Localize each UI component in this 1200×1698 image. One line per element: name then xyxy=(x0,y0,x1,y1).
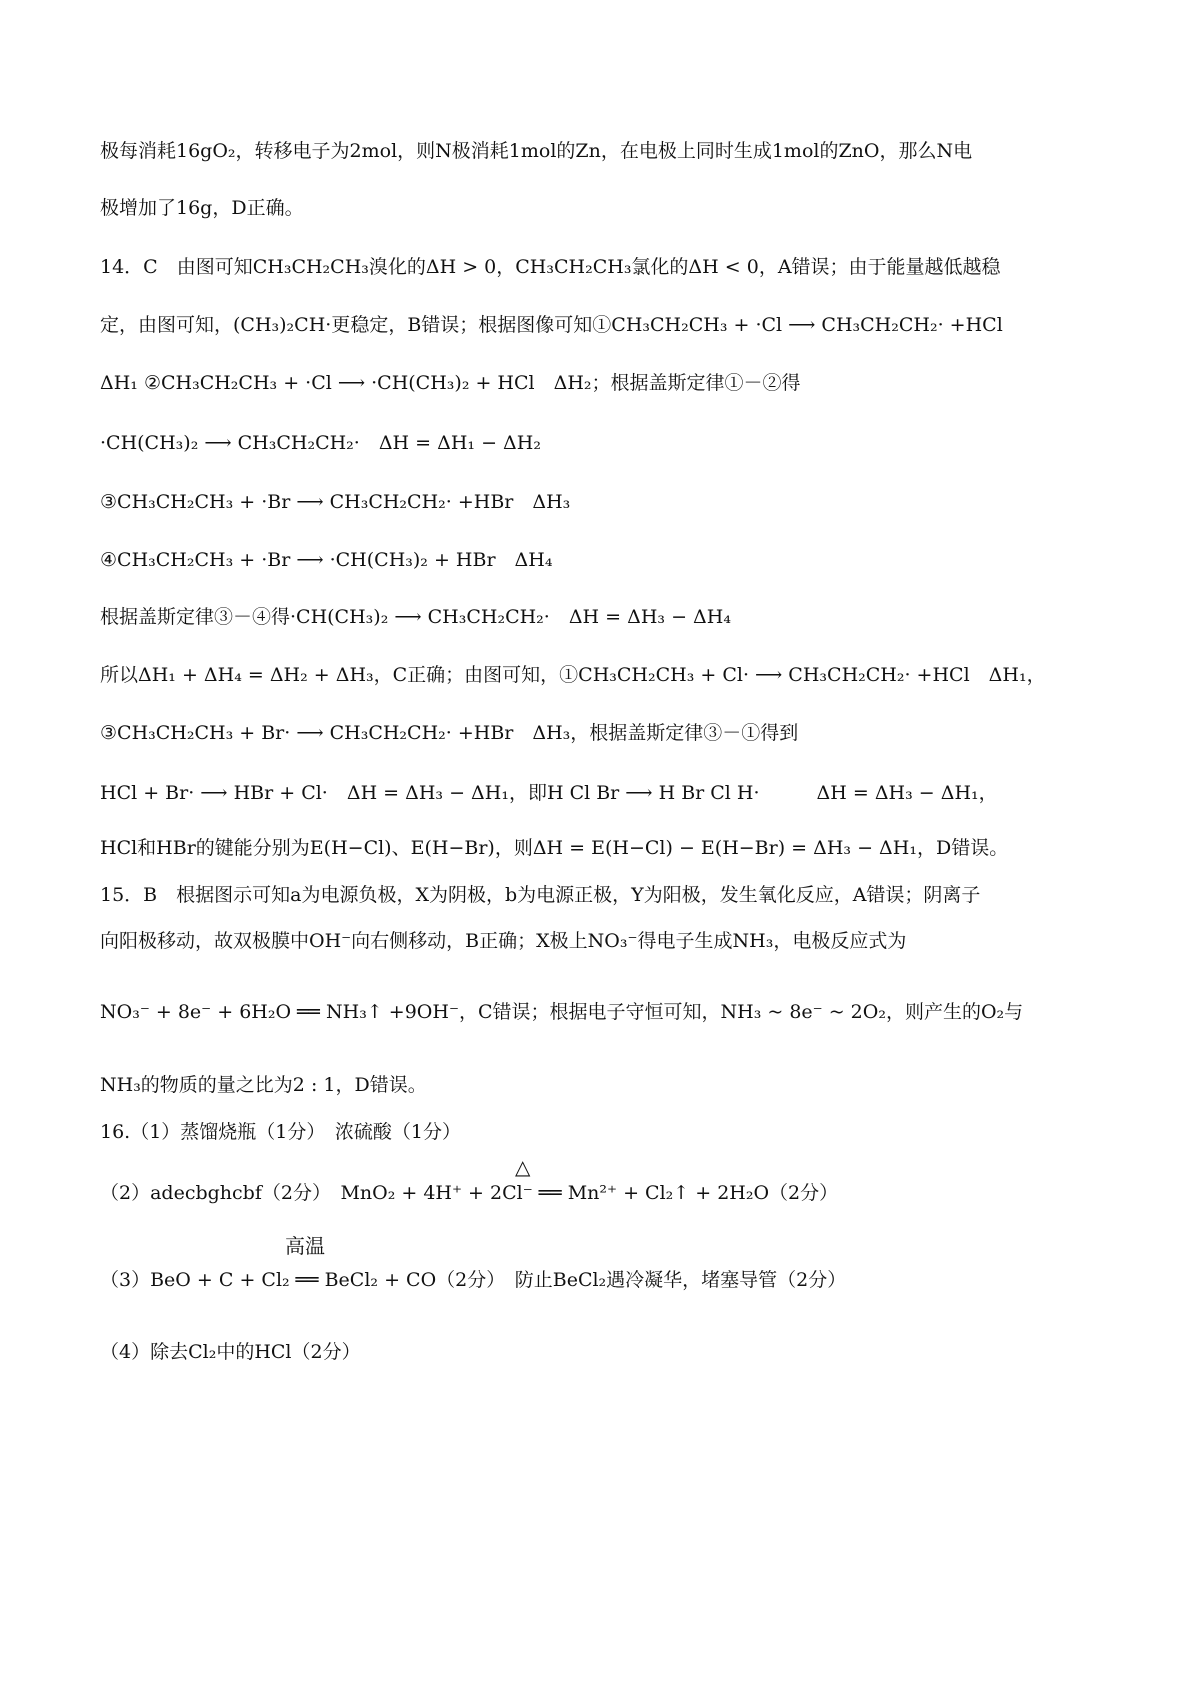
question-14-line-7: 根据盖斯定律③－④得·CH(CH₃)₂ ⟶ CH₃CH₂CH₂· ΔH = ΔH₃ − ΔH₄ xyxy=(100,606,731,628)
question-14-line-10: HCl + Br· ⟶ HBr + Cl· ΔH = ΔH₃ − ΔH₁，即H Cl Br ⟶ H Br Cl H· ΔH = ΔH₃ − ΔH₁， xyxy=(100,782,998,804)
question-14-line-4: ·CH(CH₃)₂ ⟶ CH₃CH₂CH₂· ΔH = ΔH₁ − ΔH₂ xyxy=(100,432,541,454)
question-16-line-1: 16.（1）蒸馏烧瓶（1分） 浓硫酸（1分） xyxy=(100,1121,461,1143)
text-line-1: 极每消耗16gO₂，转移电子为2mol，则N极消耗1mol的Zn，在电极上同时生成1mol的ZnO，那么N电 xyxy=(100,140,973,162)
question-14-line-6: ④CH₃CH₂CH₃ + ·Br ⟶ ·CH(CH₃)₂ + HBr ΔH₄ xyxy=(100,549,553,571)
question-14-line-1: 14．C 由图可知CH₃CH₂CH₃溴化的ΔH > 0，CH₃CH₂CH₃氯化的ΔH < 0，A错误；由于能量越低越稳 xyxy=(100,256,1001,278)
high-temperature-condition: 高温 xyxy=(285,1234,325,1258)
question-16-line-3: （3）BeO + C + Cl₂ ══ BeCl₂ + CO（2分） 防止BeCl₂遇冷凝华，堵塞导管（2分） 高温 xyxy=(100,1265,1120,1295)
question-14-line-3: ΔH₁ ②CH₃CH₂CH₃ + ·Cl ⟶ ·CH(CH₃)₂ + HCl ΔH₂；根据盖斯定律①－②得 xyxy=(100,372,801,394)
question-14-line-8: 所以ΔH₁ + ΔH₄ = ΔH₂ + ΔH₃，C正确；由图可知，①CH₃CH₂CH₃ + Cl· ⟶ CH₃CH₂CH₂· +HCl ΔH₁， xyxy=(100,664,1046,686)
question-14-line-11: HCl和HBr的键能分别为E(H−Cl)、E(H−Br)，则ΔH = E(H−Cl) − E(H−Br) = ΔH₃ − ΔH₁，D错误。 xyxy=(100,837,1009,859)
question-15-line-2: 向阳极移动，故双极膜中OH⁻向右侧移动，B正确；X极上NO₃⁻得电子生成NH₃，电极反应式为 xyxy=(100,930,907,952)
question-15-line-3: NO₃⁻ + 8e⁻ + 6H₂O ══ NH₃↑ +9OH⁻，C错误；根据电子守恒可知，NH₃ ~ 8e⁻ ~ 2O₂，则产生的O₂与 xyxy=(100,1001,1024,1023)
heating-condition: △ xyxy=(515,1155,531,1179)
question-14-line-9: ③CH₃CH₂CH₃ + Br· ⟶ CH₃CH₂CH₂· +HBr ΔH₃，根据盖斯定律③－①得到 xyxy=(100,722,799,744)
question-16-line-4: （4）除去Cl₂中的HCl（2分） xyxy=(100,1341,361,1363)
question-15-line-4: NH₃的物质的量之比为2 : 1，D错误。 xyxy=(100,1074,427,1096)
text-line-2: 极增加了16g，D正确。 xyxy=(100,197,304,219)
question-16-line-2: （2）adecbghcbf（2分） MnO₂ + 4H⁺ + 2Cl⁻ ══ Mn²⁺ + Cl₂↑ + 2H₂O（2分） △ xyxy=(100,1178,1120,1208)
question-14-line-5: ③CH₃CH₂CH₃ + ·Br ⟶ CH₃CH₂CH₂· +HBr ΔH₃ xyxy=(100,491,571,513)
question-15-line-1: 15．B 根据图示可知a为电源负极，X为阴极，b为电源正极，Y为阳极，发生氧化反应，A错误；阴离子 xyxy=(100,884,981,906)
question-14-line-2: 定，由图可知，(CH₃)₂CH·更稳定，B错误；根据图像可知①CH₃CH₂CH₃ + ·Cl ⟶ CH₃CH₂CH₂· +HCl xyxy=(100,314,1003,336)
